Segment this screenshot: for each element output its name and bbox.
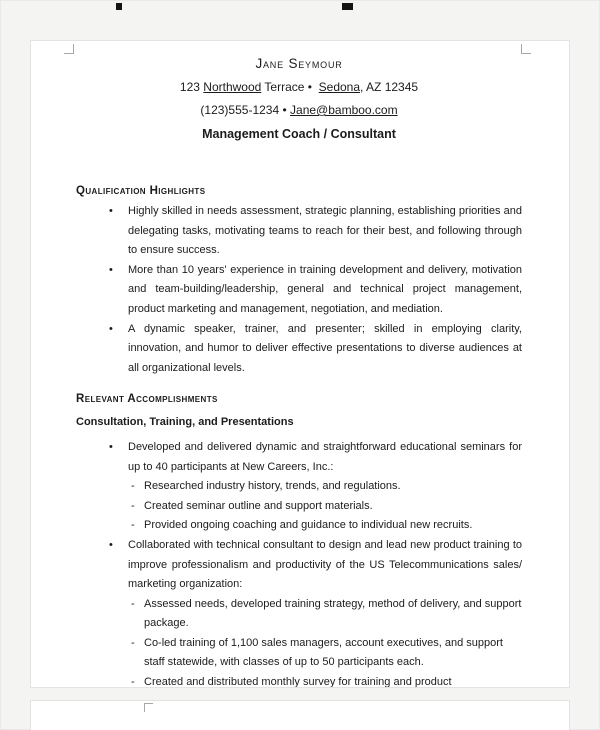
section-heading-qualifications: Qualification Highlights (76, 185, 206, 197)
accomplishments-list (76, 438, 522, 688)
address-city: Sedona (318, 80, 361, 94)
sub-list-item-text: Provided ongoing coaching and guidance to individual new recruits. (144, 519, 473, 532)
list-item (76, 261, 522, 320)
dash-icon: - (131, 597, 135, 610)
sub-list-item (76, 477, 522, 497)
person-name: Jane Seymour (255, 56, 343, 71)
sub-list-item (76, 595, 522, 634)
address-line (76, 80, 522, 94)
resume-header (76, 56, 522, 141)
list-item (76, 536, 522, 595)
sub-list-item-text: Assessed needs, developed training strategy, method of delivery, and support package. (144, 597, 522, 630)
address-part: Terrace • (261, 80, 319, 94)
list-item (76, 320, 522, 379)
dash-icon: - (131, 636, 135, 649)
scan-artifact-mark (342, 3, 353, 10)
sub-list-item (76, 634, 522, 673)
scan-artifact-mark (116, 3, 122, 10)
list-item-text: A dynamic speaker, trainer, and presenter; skilled in employing clarity, innovation, and humor to deliver effective presentations to diverse audiences at all organizational levels. (128, 322, 522, 374)
bullet-icon: • (109, 538, 113, 551)
bullet-icon: • (109, 322, 113, 335)
list-item-text: Highly skilled in needs assessment, strategic planning, establishing priorities and delegating tasks, motivating teams to reach for their best, and following through to ensure success. (128, 205, 522, 257)
email-link[interactable]: Jane@bamboo.com (290, 103, 398, 117)
sub-list-item-text: Researched industry history, trends, and regulations. (144, 480, 401, 493)
address-street: Northwood (203, 80, 262, 94)
subsection-heading: Consultation, Training, and Presentations (76, 416, 294, 429)
list-item (76, 202, 522, 261)
phone-number: (123)555-1234 (200, 103, 280, 117)
margin-corner-mark (521, 44, 531, 54)
qualifications-list (76, 202, 522, 378)
list-item (76, 438, 522, 477)
sub-list-item-text: Created and distributed monthly survey for training and product (144, 676, 452, 688)
sub-list-item (76, 497, 522, 517)
next-page-edge (30, 700, 570, 730)
sub-list-item-text: Co-led training of 1,100 sales managers, account executives, and support staff statewide, with classes of up to 50 participants each. (144, 636, 503, 669)
dash-icon: - (131, 676, 135, 688)
contact-line (76, 103, 522, 117)
sub-list-item-text: Created seminar outline and support materials. (144, 499, 373, 512)
section-heading-accomplishments: Relevant Accomplishments (76, 393, 218, 406)
bullet-icon: • (109, 440, 113, 453)
resume-content (31, 41, 569, 688)
bullet-icon: • (109, 263, 113, 276)
dash-icon: - (131, 480, 135, 493)
bullet-icon: • (109, 205, 113, 217)
resume-page (30, 40, 570, 688)
dash-icon: - (131, 519, 135, 532)
contact-separator: • (279, 103, 291, 117)
dash-icon: - (131, 499, 135, 512)
margin-corner-mark (144, 703, 153, 712)
sub-list-item (76, 673, 522, 688)
address-part: 123 (179, 80, 204, 94)
list-item-text: Developed and delivered dynamic and straightforward educational seminars for up to 40 participants at New Careers, Inc.: (128, 440, 522, 473)
list-item-text: Collaborated with technical consultant to design and lead new product training to improve professionalism and productivity of the US Telecommunications sales/ marketing organization: (128, 538, 522, 591)
job-title: Management Coach / Consultant (202, 127, 396, 141)
address-part: , AZ 12345 (360, 80, 419, 94)
margin-corner-mark (64, 44, 74, 54)
sub-list-item (76, 516, 522, 536)
list-item-text: More than 10 years' experience in training development and delivery, motivation and team-building/leadership, general and technical project management, product marketing and management, negotiation, and mediation. (128, 263, 522, 315)
